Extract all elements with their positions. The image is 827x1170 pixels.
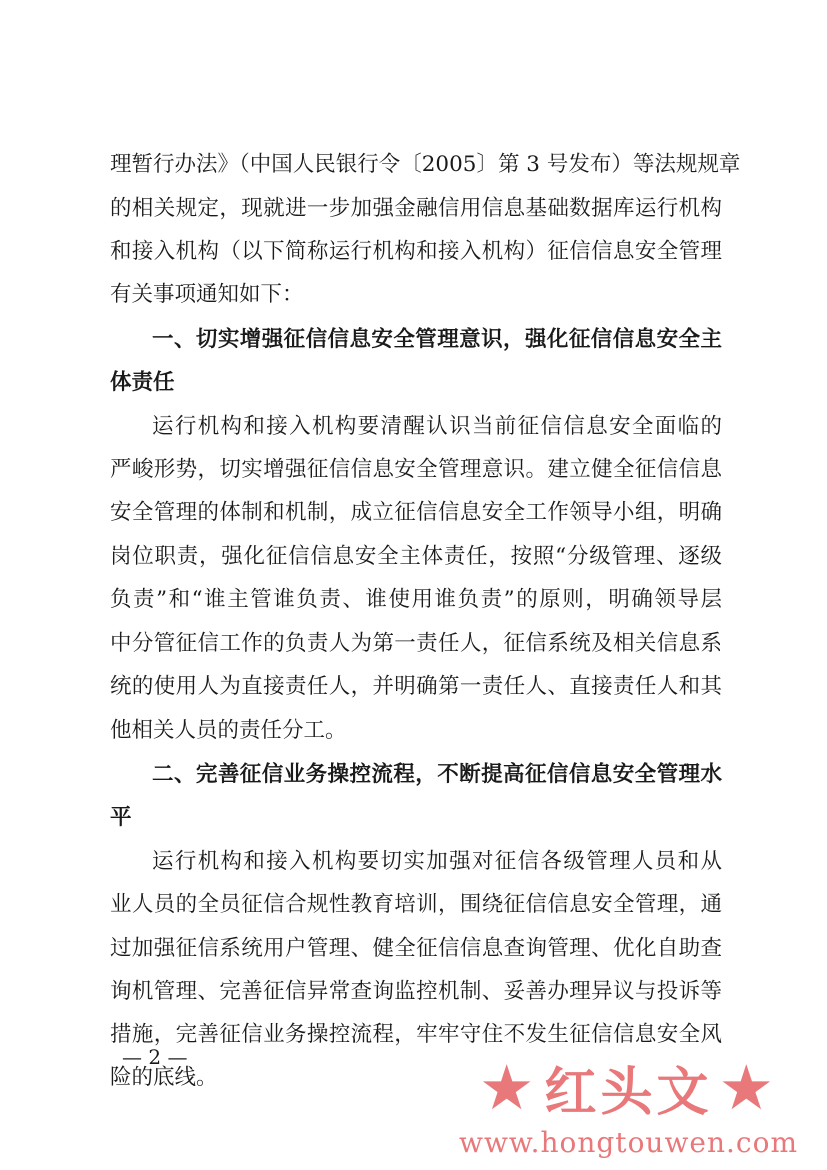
body-text-line: 询机管理、完善征信异常查询监控机制、妥善办理异议与投诉等 — [110, 979, 722, 1004]
body-text-line: 中分管征信工作的负责人为第一责任人，征信系统及相关信息系 — [110, 631, 722, 656]
body-text-line: 运行机构和接入机构要切实加强对征信各级管理人员和从 — [152, 849, 722, 874]
body-text-line: 业人员的全员征信合规性教育培训，围绕征信信息安全管理，通 — [110, 892, 722, 917]
star-icon: ★ — [478, 1050, 539, 1124]
body-text-line: 运行机构和接入机构要清醒认识当前征信信息安全面临的 — [152, 414, 722, 439]
star-icon: ★ — [718, 1050, 779, 1124]
section-heading-2: 二、完善征信业务操控流程，不断提高征信信息安全管理水 — [152, 762, 722, 787]
body-text-line: 有关事项通知如下： — [110, 282, 304, 307]
watermark-title — [430, 1052, 827, 1122]
body-text-line: 险的底线。 — [110, 1065, 218, 1090]
body-text-line: 过加强征信系统用户管理、健全征信信息查询管理、优化自助查 — [110, 936, 722, 961]
body-text-line: 负责”和“谁主管谁负责、谁使用谁负责”的原则，明确领导层 — [110, 587, 722, 612]
body-text-line: 安全管理的体制和机制，成立征信信息安全工作领导小组，明确 — [110, 500, 722, 525]
body-text-line: 和接入机构（以下简称运行机构和接入机构）征信信息安全管理 — [110, 239, 722, 264]
body-text-line: 措施，完善征信业务操控流程，牢牢守住不发生征信信息安全风 — [110, 1022, 722, 1047]
section-heading-1-cont: 体责任 — [110, 370, 175, 395]
section-heading-1: 一、切实增强征信信息安全管理意识，强化征信信息安全主 — [152, 327, 722, 352]
body-text-line: 统的使用人为直接责任人，并明确第一责任人、直接责任人和其 — [110, 674, 722, 699]
watermark-logo — [430, 1052, 827, 1170]
watermark-url: www.hongtouwen.com — [458, 1126, 799, 1159]
body-text-line: 他相关人员的责任分工。 — [110, 718, 347, 743]
body-text-line: 的相关规定，现就进一步加强金融信用信息基础数据库运行机构 — [110, 196, 722, 221]
body-text-line: 岗位职责，强化征信信息安全主体责任，按照“分级管理、逐级 — [110, 544, 722, 569]
body-text-line: 严峻形势，切实增强征信信息安全管理意识。建立健全征信信息 — [110, 457, 722, 482]
body-text-line: 理暂行办法》（中国人民银行令〔2005〕第 3 号发布）等法规规章 — [110, 152, 741, 177]
watermark-title-text: 红头文 — [544, 1062, 713, 1123]
page-number: — 2 — — [122, 1045, 188, 1069]
section-heading-2-cont: 平 — [110, 805, 132, 830]
